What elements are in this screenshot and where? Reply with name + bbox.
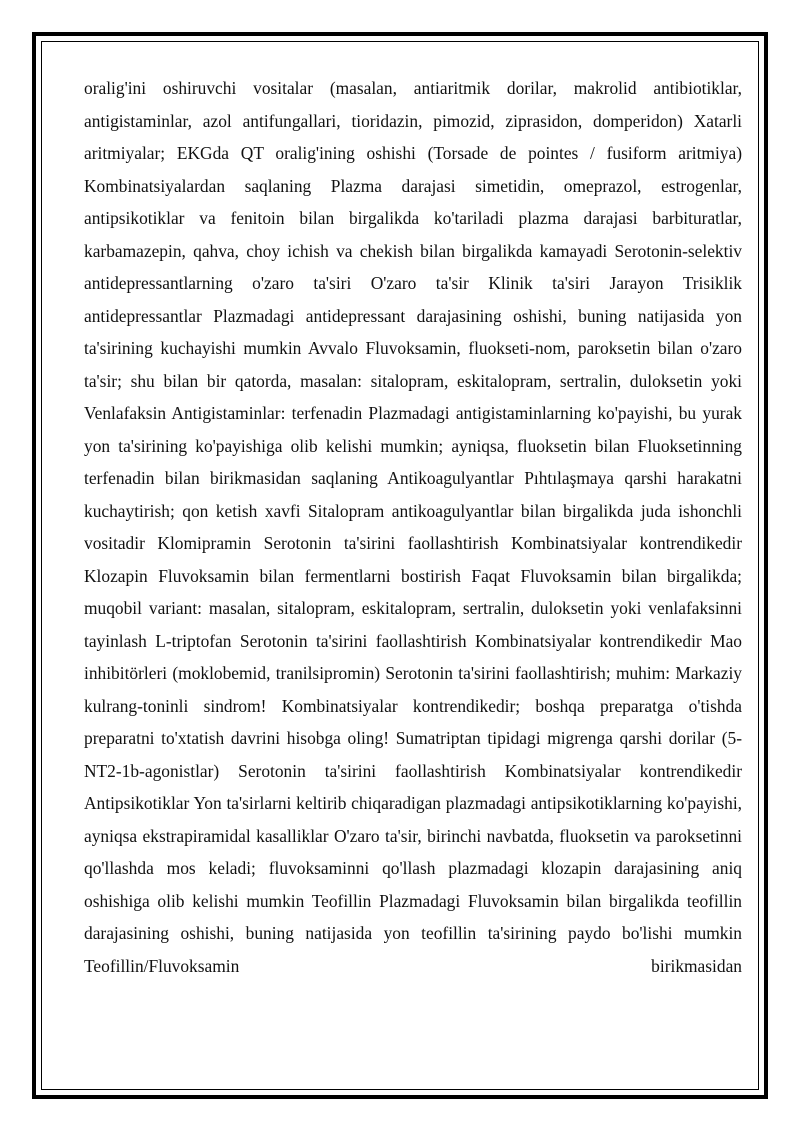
body-paragraph: oralig'ini oshiruvchi vositalar (masalan, antiaritmik dorilar, makrolid antibiotiklar, antigistaminlar, azol antifungallari, tioridazin, pimozid, ziprasidon, domperidon) Xatarli aritmiyalar; EKGda QT oralig'ining oshishi (Torsade de pointes / fusiform aritmiya) Kombinatsiyalardan saqlaning Plazma darajasi simetidin, omeprazol, estrogenlar, antipsikotiklar va fenitoin bilan birgalikda ko'tariladi plazma darajasi barbituratlar, karbamazepin, qahva, choy ichish va chekish bilan birgalikda kamayadi Serotonin-selektiv antidepressantlarning o'zaro ta'siri O'zaro ta'sir Klinik ta'siri Jarayon Trisiklik antidepressantlar Plazmadagi antidepressant darajasining oshishi, buning natijasida yon ta'sirining kuchayishi mumkin Avvalo Fluvoksamin, fluokseti-nom, paroksetin bilan o'zaro ta'sir; shu bilan bir qatorda, masalan: sitalopram, eskitalopram, sertralin, duloksetin yoki Venlafaksin Antigistaminlar: terfenadin Plazmadagi antigistaminlarning ko'payishi, bu yurak yon ta'sirining ko'payishiga olib kelishi mumkin; ayniqsa, fluoksetin bilan Fluoksetinning terfenadin bilan birikmasidan saqlaning Antikoagulyantlar Pıhtılaşmaya qarshi harakatni kuchaytirish; qon ketish xavfi Sitalopram antikoagulyantlar bilan birgalikda juda ishonchli vositadir Klomipramin Serotonin ta'sirini faollashtirish Kombinatsiyalar kontrendikedir Klozapin Fluvoksamin bilan fermentlarni bostirish Faqat Fluvoksamin bilan birgalikda; muqobil variant: masalan, sitalopram, eskitalopram, sertralin, duloksetin yoki venlafaksinni tayinlash L-triptofan Serotonin ta'sirini faollashtirish Kombinatsiyalar kontrendikedir Mao inhibitörleri (moklobemid, tranilsipromin) Serotonin ta'sirini faollashtirish; muhim: Markaziy kulrang-toninli sindrom! Kombinatsiyalar kontrendikedir; boshqa preparatga o'tishda preparatni to'xtatish davrini hisobga oling! Sumatriptan tipidagi migrenga qarshi dorilar (5-NT2-1b-agonistlar) Serotonin ta'sirini faollashtirish Kombinatsiyalar kontrendikedir Antipsikotiklar Yon ta'sirlarni keltirib chiqaradigan plazmadagi antipsikotiklarning ko'payishi, ayniqsa ekstrapiramidal kasalliklar O'zaro ta'sir, birinchi navbatda, fluoksetin va paroksetinni qo'llashda mos keladi; fluvoksaminni qo'llash plazmadagi klozapin darajasining aniq oshishiga olib kelishi mumkin Teofillin Plazmadagi Fluvoksamin bilan birgalikda teofillin darajasining oshishi, buning natijasida yon teofillin ta'sirining paydo bo'lishi mumkin Teofillin/Fluvoksamin birikmasidan [84, 78, 742, 976]
